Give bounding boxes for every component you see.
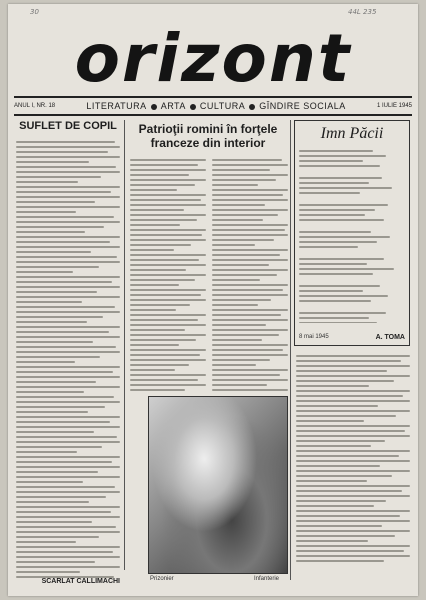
poem-author: A. TOMA bbox=[375, 334, 405, 341]
issue-number: ANUL I, NR. 18 bbox=[14, 103, 56, 109]
masthead-title: orizont bbox=[74, 20, 352, 97]
center-article-headline: Patrioţii romini în forţele franceze din interior bbox=[138, 122, 278, 150]
bullet-icon bbox=[151, 104, 157, 110]
section-gindire-sociala: GÎNDIRE SOCIALA bbox=[259, 101, 346, 111]
bullet-icon bbox=[190, 104, 196, 110]
pencil-note-right: 44L 235 bbox=[348, 8, 377, 16]
poem-box bbox=[294, 120, 410, 346]
newspaper-page bbox=[8, 4, 418, 596]
section-list bbox=[86, 101, 345, 111]
section-cultura: CULTURA bbox=[199, 101, 246, 111]
left-column bbox=[16, 120, 120, 585]
center-left-body bbox=[130, 156, 206, 392]
info-bar bbox=[14, 96, 412, 116]
column-divider bbox=[290, 120, 291, 580]
section-literatura: LITERATURA bbox=[86, 101, 147, 111]
left-article-title: SUFLET DE COPIL bbox=[19, 120, 117, 132]
left-article-author: SCARLAT CALLIMACHI bbox=[41, 578, 120, 585]
poem-date: 8 mai 1945 bbox=[299, 334, 329, 340]
photo-caption-left: Prizonier bbox=[150, 576, 174, 582]
poem-title: Imn Păcii bbox=[320, 125, 384, 142]
center-left-column bbox=[130, 156, 206, 392]
war-photograph bbox=[148, 396, 288, 574]
issue-date: 1 IULIE 1945 bbox=[376, 103, 412, 109]
section-arta: ARTA bbox=[160, 101, 186, 111]
left-article-body bbox=[16, 138, 120, 578]
center-right-body bbox=[212, 156, 288, 392]
bullet-icon bbox=[249, 104, 255, 110]
poem-body bbox=[299, 147, 405, 323]
right-lower-body bbox=[296, 352, 410, 578]
column-divider bbox=[124, 120, 125, 570]
center-right-column bbox=[212, 156, 288, 392]
poem-footer bbox=[299, 334, 405, 341]
right-lower-column bbox=[296, 352, 410, 578]
pencil-note-left: 30 bbox=[30, 8, 39, 16]
photo-caption-right: Infanterie bbox=[254, 576, 280, 582]
